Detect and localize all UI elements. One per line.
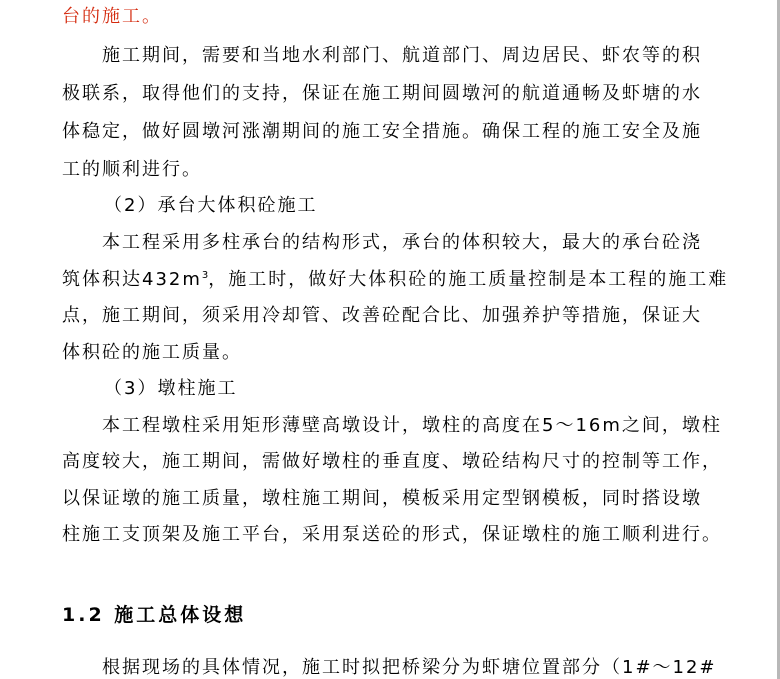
paragraph-pier-line-3: 以保证墩的施工质量，墩柱施工期间，模板采用定型钢模板，同时搭设墩 — [62, 488, 702, 509]
subheading-pier-columns: （3）墩柱施工 — [104, 378, 238, 399]
paragraph-coordination-line-4: 工的顺利进行。 — [62, 159, 202, 180]
paragraph-cap-line-2-b: ，施工时，做好大体积砼的施工质量控制是本工程的施工难 — [208, 269, 729, 290]
section-heading: 1.2 施工总体设想 — [62, 604, 247, 626]
paragraph-pier-line-2: 高度较大，施工期间，需做好墩柱的垂直度、墩砼结构尺寸的控制等工作， — [62, 451, 722, 472]
paragraph-coordination-line-1: 施工期间，需要和当地水利部门、航道部门、周边居民、虾农等的积 — [102, 45, 702, 66]
paragraph-cap-line-1: 本工程采用多柱承台的结构形式，承台的体积较大，最大的承台砼浇 — [102, 232, 702, 253]
subheading-cap-concrete: （2）承台大体积砼施工 — [104, 195, 318, 216]
paragraph-coordination-line-2: 极联系，取得他们的支持，保证在施工期间圆墩河的航道通畅及虾塘的水 — [62, 83, 702, 104]
superscript-cubed: 3 — [201, 270, 209, 281]
paragraph-cap-line-2 — [62, 265, 762, 291]
paragraph-cap-line-3: 点，施工期间，须采用冷却管、改善砼配合比、加强养护等措施，保证大 — [62, 305, 702, 326]
paragraph-cap-line-4: 体积砼的施工质量。 — [62, 342, 242, 363]
paragraph-coordination-line-3: 体稳定，做好圆墩河涨潮期间的施工安全措施。确保工程的施工安全及施 — [62, 121, 702, 142]
paragraph-pier-line-1: 本工程墩柱采用矩形薄壁高墩设计，墩柱的高度在5～16m之间，墩柱 — [102, 415, 722, 436]
paragraph-cap-line-2-a: 筑体积达432m — [62, 269, 202, 290]
paragraph-plan-line-1: 根据现场的具体情况，施工时拟把桥梁分为虾塘位置部分（1#～12# — [102, 657, 717, 678]
paragraph-pier-line-4: 柱施工支顶架及施工平台，采用泵送砼的形式，保证墩柱的施工顺利进行。 — [62, 524, 722, 545]
paragraph-line-continuation: 台的施工。 — [62, 6, 162, 27]
